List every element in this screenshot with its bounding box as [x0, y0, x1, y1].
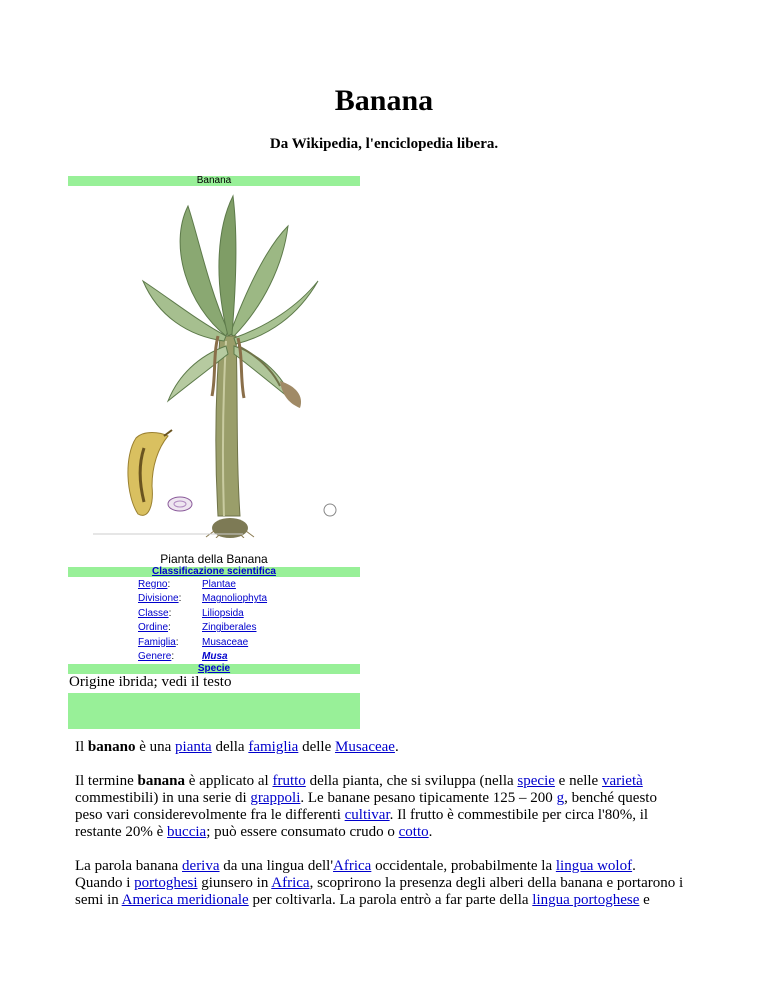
- page-title: Banana: [334, 84, 434, 117]
- species-header: [68, 664, 360, 674]
- table-row: Divisione: Magnoliophyta: [138, 593, 268, 605]
- taxon-link-magnoliophyta[interactable]: Magnoliophyta: [202, 593, 268, 605]
- species-link[interactable]: Specie: [197, 663, 231, 674]
- taxobox-origin-text: Origine ibrida; vedi il testo: [69, 674, 232, 690]
- link-portoghesi[interactable]: portoghesi: [134, 875, 198, 891]
- link-america-meridionale[interactable]: America meridionale: [121, 892, 249, 908]
- bold-term-banano: banano: [87, 739, 136, 755]
- link-cotto[interactable]: cotto: [398, 824, 429, 840]
- link-deriva[interactable]: deriva: [182, 858, 220, 874]
- bold-term-banana: banana: [137, 773, 186, 789]
- link-specie[interactable]: specie: [517, 773, 555, 789]
- link-grappoli[interactable]: grappoli: [250, 790, 301, 806]
- table-row: Classe: Liliopsida: [138, 607, 244, 619]
- banana-plant-illustration[interactable]: [68, 186, 360, 538]
- paragraph-intro: Il banano è una pianta della famiglia delle Musaceae.: [75, 739, 399, 755]
- classification-table: [138, 577, 267, 664]
- table-row: Regno: Plantae: [138, 578, 236, 590]
- taxobox-image-caption: Pianta della Banana: [160, 552, 268, 566]
- taxon-link-musaceae[interactable]: Musaceae: [202, 636, 249, 648]
- page-subtitle: Da Wikipedia, l'enciclopedia libera.: [269, 136, 499, 152]
- link-cultivar[interactable]: cultivar: [344, 807, 390, 823]
- paragraph-etymology: La parola banana deriva da una lingua dell'Africa occidentale, probabilmente la lingua wolof. Quando i portoghesi giunsero in Africa, scoprirono la presenza degli alberi della banana e portarono i semi in America meridionale per coltivarla. La parola entrò a far parte della lingua portoghese e: [75, 858, 684, 908]
- link-grammo[interactable]: g: [556, 790, 565, 806]
- taxon-link-plantae[interactable]: Plantae: [202, 578, 236, 590]
- table-row: Genere: Musa: [138, 651, 228, 663]
- taxon-link-liliopsida[interactable]: Liliopsida: [202, 607, 244, 619]
- taxobox-footer: [68, 693, 360, 729]
- taxon-link-musa[interactable]: Musa: [202, 651, 228, 663]
- banana-plant-drawing: [68, 186, 360, 538]
- taxobox: [68, 176, 360, 729]
- link-pianta[interactable]: pianta: [175, 739, 212, 755]
- rank-link-famiglia[interactable]: Famiglia: [138, 636, 176, 648]
- rank-link-divisione[interactable]: Divisione: [138, 593, 179, 605]
- rank-link-classe[interactable]: Classe: [138, 607, 169, 619]
- link-musaceae[interactable]: Musaceae: [334, 739, 395, 755]
- rank-link-ordine[interactable]: Ordine: [138, 622, 169, 634]
- rank-link-regno[interactable]: Regno: [138, 578, 168, 590]
- link-lingua-wolof[interactable]: lingua wolof: [555, 858, 633, 874]
- link-famiglia[interactable]: famiglia: [248, 739, 299, 755]
- classification-link[interactable]: Classificazione scientifica: [152, 566, 276, 577]
- link-africa-2[interactable]: Africa: [271, 875, 310, 891]
- table-row: Famiglia: Musaceae: [138, 636, 249, 648]
- taxobox-header: Banana: [68, 176, 360, 186]
- link-africa[interactable]: Africa: [333, 858, 372, 874]
- table-row: Ordine: Zingiberales: [138, 622, 257, 634]
- taxon-link-zingiberales[interactable]: Zingiberales: [202, 622, 257, 634]
- link-lingua-portoghese[interactable]: lingua portoghese: [532, 892, 640, 908]
- link-frutto[interactable]: frutto: [272, 773, 306, 789]
- rank-link-genere[interactable]: Genere: [138, 651, 172, 663]
- classification-header: [68, 567, 360, 577]
- paragraph-fruit: Il termine banana è applicato al frutto della pianta, che si sviluppa (nella specie e nelle varietà commestibili) in una serie di grappoli. Le banane pesano tipicamente 125 – 200 g, benché questo peso vari considerevolmente fra le differenti cultivar. Il frutto è commestibile per circa l'80%, il restante 20% è buccia; può essere consumato crudo o cotto.: [75, 773, 657, 840]
- link-buccia[interactable]: buccia: [167, 824, 207, 840]
- link-varieta[interactable]: varietà: [601, 773, 643, 789]
